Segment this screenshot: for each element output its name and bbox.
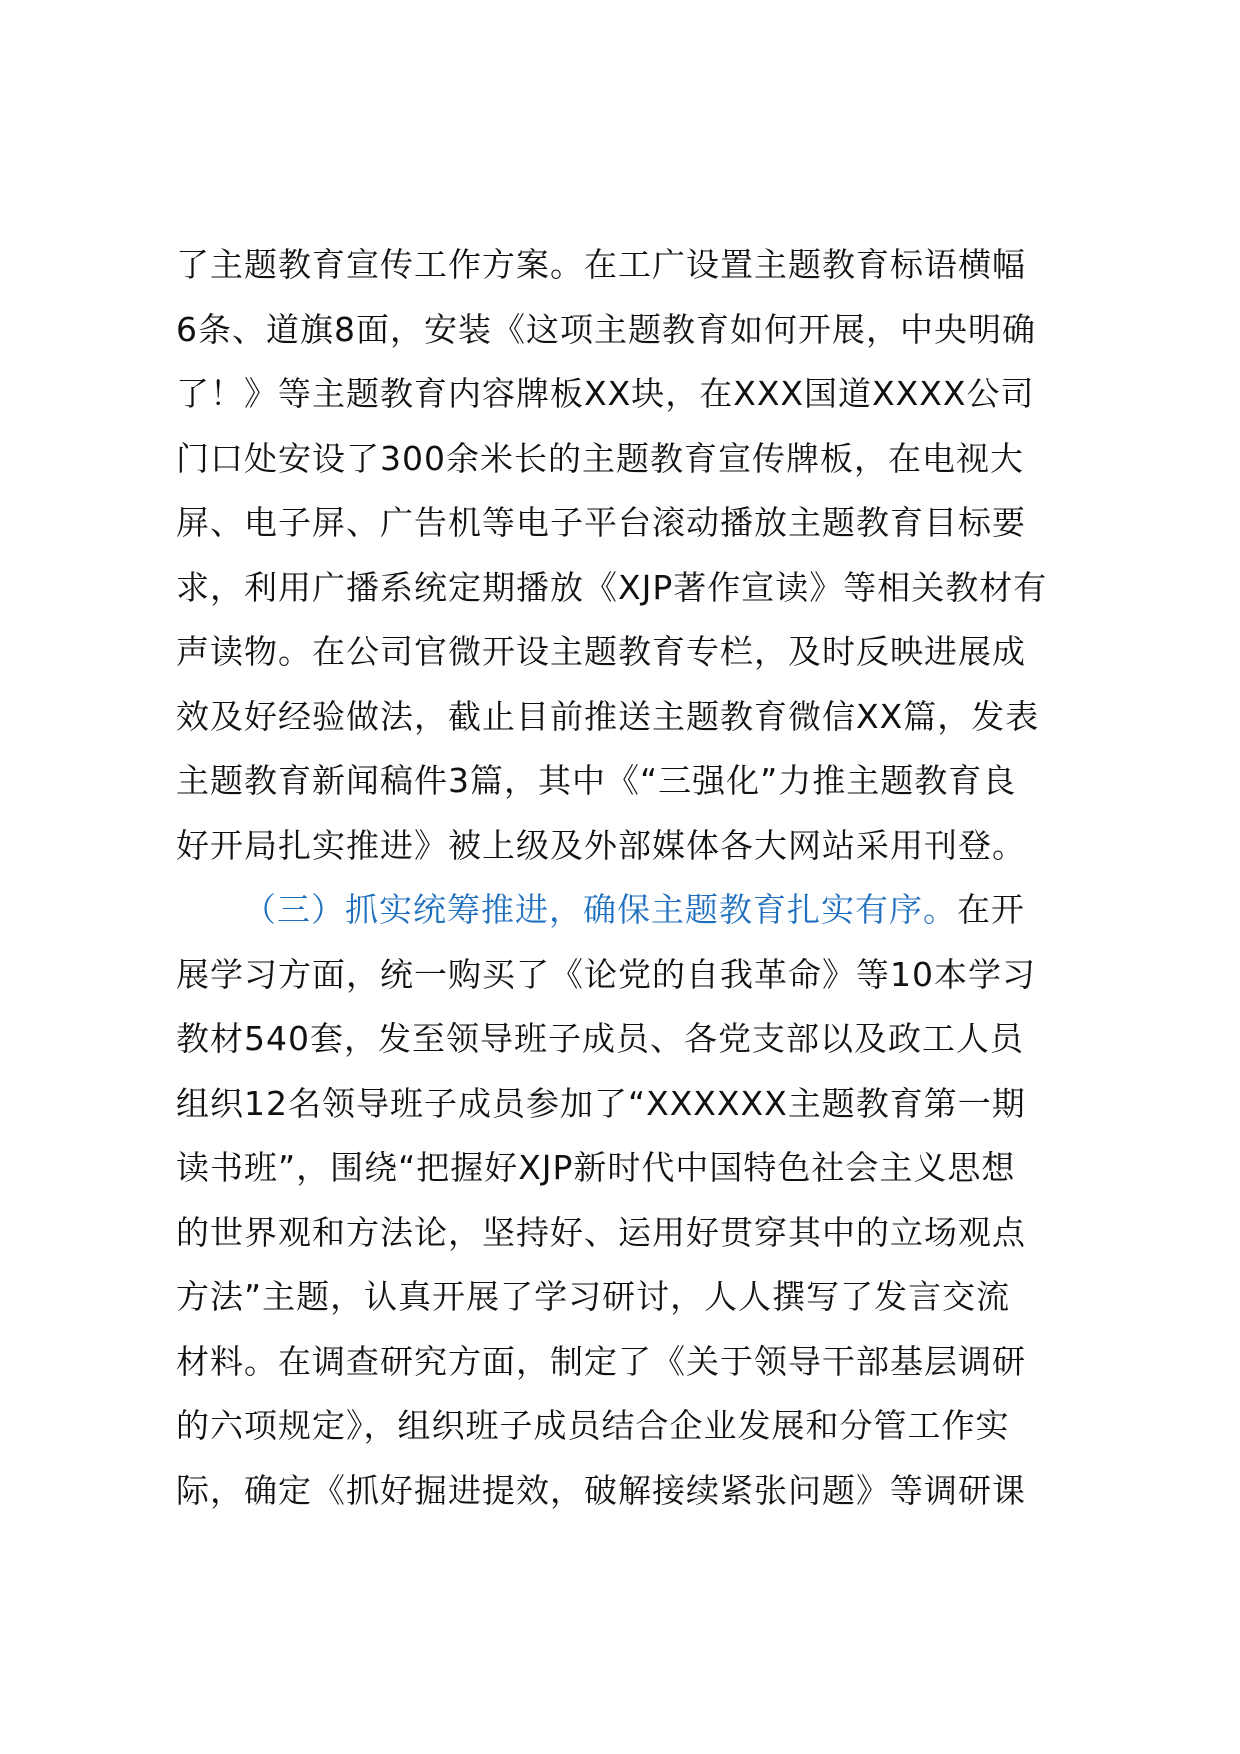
text-line: 的世界观和方法论，坚持好、运用好贯穿其中的立场观点 bbox=[176, 1212, 1026, 1252]
first-line-text: 在开 bbox=[957, 890, 1025, 929]
paragraph-2 bbox=[176, 878, 1116, 1523]
text-line: 了！》等主题教育内容牌板XX块，在XXX国道XXXX公司 bbox=[176, 374, 1035, 413]
paragraph-2-first-line bbox=[176, 878, 1116, 943]
text-line: 的六项规定》，组织班子成员结合企业发展和分管工作实 bbox=[176, 1406, 1010, 1445]
paragraph-1 bbox=[176, 233, 1116, 878]
text-line: 际，确定《抓好掘进提效，破解接续紧张问题》等调研课 bbox=[176, 1470, 1026, 1510]
text-line: 求，利用广播系统定期播放《XJP著作宣读》等相关教材有 bbox=[176, 567, 1048, 607]
text-line: 主题教育新闻稿件3篇，其中《“三强化”力推主题教育良 bbox=[176, 761, 1017, 800]
text-line: 展学习方面，统一购买了《论党的自我革命》等10本学习 bbox=[176, 954, 1036, 994]
text-line: 屏、电子屏、广告机等电子平台滚动播放主题教育目标要 bbox=[176, 503, 1026, 542]
text-line: 教材540套，发至领导班子成员、各党支部以及政工人员 bbox=[176, 1019, 1024, 1058]
text-line: 效及好经验做法，截止目前推送主题教育微信XX篇，发表 bbox=[176, 696, 1040, 736]
text-line: 了主题教育宣传工作方案。在工广设置主题教育标语横幅 bbox=[176, 245, 1026, 284]
text-line: 6条、道旗8面，安装《这项主题教育如何开展，中央明确 bbox=[176, 309, 1036, 349]
text-line: 声读物。在公司官微开设主题教育专栏，及时反映进展成 bbox=[176, 632, 1026, 671]
text-line: 读书班”，围绕“把握好XJP新时代中国特色社会主义思想 bbox=[176, 1148, 1016, 1187]
text-line: 门口处安设了300余米长的主题教育宣传牌板，在电视大 bbox=[176, 438, 1024, 478]
section-heading: （三）抓实统筹推进，确保主题教育扎实有序。 bbox=[243, 890, 957, 929]
text-line: 好开局扎实推进》被上级及外部媒体各大网站采用刊登。 bbox=[176, 825, 1026, 865]
document-body bbox=[176, 233, 1116, 1523]
text-line: 组织12名领导班子成员参加了“XXXXXX主题教育第一期 bbox=[176, 1083, 1026, 1123]
text-line: 方法”主题，认真开展了学习研讨，人人撰写了发言交流 bbox=[176, 1277, 1011, 1316]
text-line: 材料。在调查研究方面，制定了《关于领导干部基层调研 bbox=[176, 1341, 1026, 1381]
